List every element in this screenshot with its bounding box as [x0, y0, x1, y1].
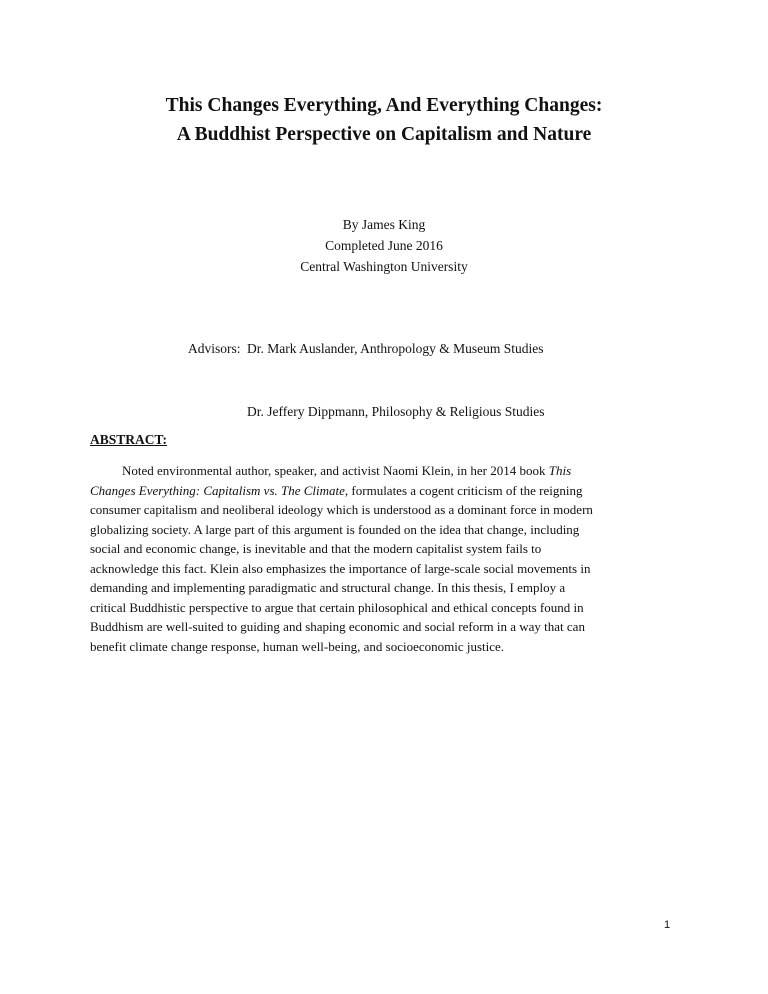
- abstract-line: demanding and implementing paradigmatic and structural change. In this thesis, I employ a: [90, 580, 566, 595]
- abstract-line: consumer capitalism and neoliberal ideology which is understood as a dominant force in modern: [90, 502, 593, 517]
- title-line-2: A Buddhist Perspective on Capitalism and Nature: [176, 124, 592, 145]
- abstract-line: [90, 481, 680, 501]
- document-title: [0, 91, 768, 149]
- abstract-line: social and economic change, is inevitable and that the modern capitalist system fails to: [90, 541, 542, 556]
- title-line-1: This Changes Everything, And Everything Changes:: [165, 95, 603, 116]
- abstract-line: benefit climate change response, human well-being, and socioeconomic justice.: [90, 638, 505, 654]
- advisor-2: Dr. Jeffery Dippmann, Philosophy & Religious Studies: [247, 404, 545, 419]
- abstract-body: [90, 461, 680, 656]
- abstract-heading: ABSTRACT:: [90, 432, 168, 447]
- advisors-label: Advisors:: [188, 341, 241, 356]
- abstract-line: acknowledge this fact. Klein also emphasizes the importance of large-scale social movements in: [90, 560, 591, 576]
- book-title-italic: Changes Everything: Capitalism vs. The Climate,: [90, 482, 349, 498]
- advisors: [188, 296, 545, 443]
- book-title-italic: This: [548, 463, 572, 478]
- abstract-line: critical Buddhistic perspective to argue that certain philosophical and ethical concepts found in: [90, 599, 584, 615]
- abstract-line: Buddhism are well-suited to guiding and shaping economic and social reform in a way that can: [90, 619, 585, 634]
- advisor-1: Dr. Mark Auslander, Anthropology & Museum Studies: [247, 341, 544, 356]
- abstract-text: formulates a cogent criticism of the reigning: [348, 482, 583, 498]
- completion-date: Completed June 2016: [325, 238, 443, 253]
- abstract-text: Noted environmental author, speaker, and activist Naomi Klein, in her 2014 book: [122, 463, 549, 478]
- university: Central Washington University: [300, 259, 468, 274]
- byline: [0, 214, 768, 277]
- author: By James King: [342, 217, 426, 232]
- abstract-line: [90, 461, 680, 481]
- page-number: 1: [664, 919, 671, 931]
- abstract-line: globalizing society. A large part of this argument is founded on the idea that change, including: [90, 521, 580, 537]
